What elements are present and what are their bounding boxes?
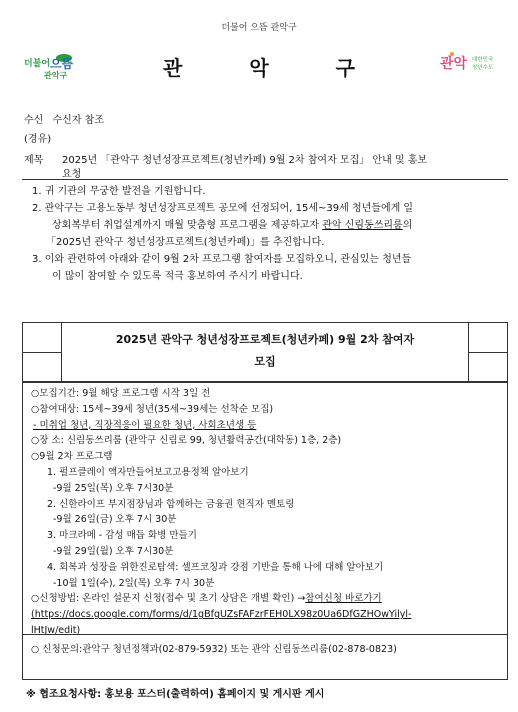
paragraph-2-line-1: 2. 관악구는 고용노동부 청년성장프로젝트 공모에 선정되어, 15세~39세 청년들에게 일 (32, 203, 414, 214)
paragraph-2-text: 상회복부터 취업설계까지 매월 맞춤형 프로그램을 제공하고자 (52, 220, 323, 231)
notice-title-box (22, 322, 508, 382)
program-1-date: -9월 25일(목) 오후 7시30분 (53, 482, 174, 494)
slogan: 더불어 으뜸 관악구 (221, 23, 297, 33)
subject-label: 제목 (24, 155, 44, 166)
recipient-label: 수신 (24, 115, 44, 126)
header-divider (22, 179, 508, 180)
recruit-target-note: - 미취업 청년, 직장적응이 필요한 청년, 사회초년생 등 (33, 419, 257, 431)
apply-url-2[interactable]: lHtJw/edit) (31, 624, 81, 636)
body-paragraphs (32, 183, 508, 285)
contact-info: ○ 신청문의:관악구 청년정책과(02-879-5932) 또는 관악 신림동쓰리룸(02-878-0823) (31, 643, 397, 655)
program-2-name: 2. 신한라이프 부지점장님과 함께하는 금융권 현직자 멘토링 (47, 498, 295, 510)
recipient-row (24, 111, 104, 126)
program-3-name: 3. 마크라메 - 감성 매듭 화병 만들기 (47, 530, 197, 542)
program-2-date: -9월 26일(금) 오후 7시 30분 (53, 514, 177, 526)
paragraph-2-suffix: 의 (402, 220, 413, 231)
program-3-date: -9월 29일(월) 오후 7시30분 (53, 545, 174, 557)
logo-right-text-1: 관악 (440, 56, 468, 72)
logo-left-text-1: 더불어 (24, 59, 51, 69)
recruit-target: ○참여대상: 15세~39세 청년(35세~39세는 선착순 모집) (31, 403, 274, 415)
logo-right-text-2: 대한민국 (472, 57, 494, 63)
apply-method (31, 591, 501, 607)
logo-left-text-3: 관악구 (44, 71, 68, 80)
gwanak-youth-logo (440, 50, 500, 76)
apply-method-text: ○신청방법: 온라인 설문지 신청(접수 및 초기 상담은 개별 확인) → (31, 593, 306, 605)
notice-body-box (22, 382, 508, 680)
notice-title-left-split (22, 352, 62, 353)
program-1-name: 1. 펄프클레이 액자만들어보고고용정책 알아보기 (47, 466, 249, 478)
venue: ○장 소: 신림동쓰리룸 (관악구 신림로 99, 청년활력공간(대학동) 1층, 2층) (31, 435, 342, 447)
notice-title-right-split (468, 352, 508, 353)
contact-divider (23, 634, 507, 635)
recipient-value: 수신자 참조 (52, 115, 104, 126)
programs-title: ○9월 2차 프로그램 (31, 451, 113, 463)
paragraph-3-line-2: 이 많이 참여할 수 있도록 적극 홍보하여 주시기 바랍니다. (52, 271, 303, 282)
notice-title-line-1: 2025년 관악구 청년성장프로젝트(청년카페) 9월 2차 참여자 (115, 333, 415, 346)
program-4-name: 4. 회복과 성장을 위한진로탐색: 셀프코칭과 강점 기반을 통해 나에 대해 알아보기 (47, 561, 384, 573)
paragraph-2-line-3: 「2025년 관악구 청년성장프로젝트(청년카페)」를 추진합니다. (46, 237, 325, 248)
subject-value-cont: 요청 (62, 169, 82, 180)
subject-value: 2025년 「관악구 청년성장프로젝트(청년카페) 9월 2차 참여자 모집」 안내 및 홍보 (62, 155, 428, 166)
cooperation-note: ※ 협조요청사항: 홍보용 포스터(출력하여) 홈페이지 및 게시판 게시 (26, 689, 325, 700)
venue-name: 관악 신림동쓰리룸 (322, 220, 403, 231)
notice-title-line-2: 모집 (254, 355, 276, 368)
paragraph-2-line-2 (32, 217, 508, 234)
apply-link[interactable]: 참여신청 바로가기 (305, 593, 382, 605)
page-title: 관 악 구 (163, 56, 385, 80)
recruit-period: ○모집기간: 9월 해당 프로그램 시작 3일 전 (31, 388, 211, 399)
apply-url-1[interactable]: (https://docs.google.com/forms/d/1gBfgUZsFAFzrFEH0LX98z0Ua6DfGZHOwYilyl- (31, 609, 412, 621)
paragraph-1: 1. 귀 기관의 무궁한 발전을 기원합니다. (32, 186, 206, 197)
paragraph-3-line-1: 3. 이와 관련하여 아래와 같이 9월 2차 프로그램 참여자를 모집하오니, 관심있는 청년들 (32, 254, 412, 265)
logo-right-text-3: 청년수도 (472, 65, 494, 71)
via-label: (경유) (24, 134, 52, 145)
logo-left-text-2: 으뜸 (50, 57, 74, 71)
program-4-date: -10월 1일(수), 2일(목) 오후 7시 30분 (53, 577, 215, 589)
